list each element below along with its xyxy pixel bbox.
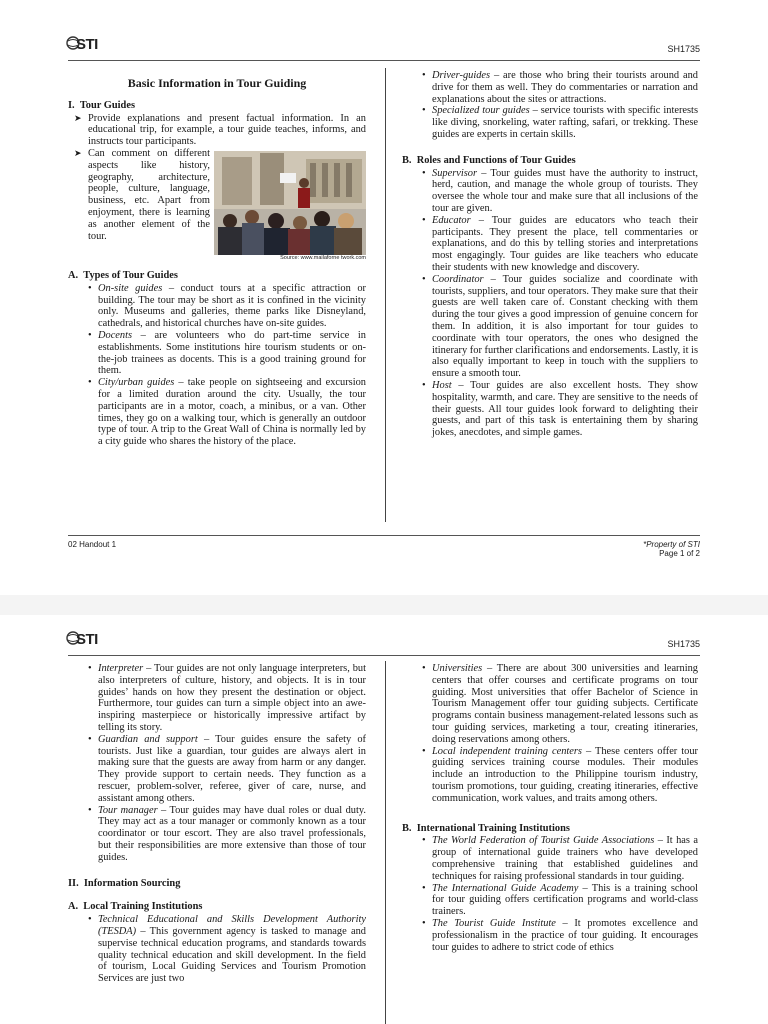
- list-item: • The World Federation of Tourist Guide Associations – It has a group of international guide trainers who have developed comprehensive training that established guidelines and techniques for raising professional standards in tour guiding.: [422, 835, 698, 882]
- column-divider: [385, 68, 386, 522]
- arrow-bullet-icon: ➤: [74, 112, 82, 123]
- right-column: [402, 663, 698, 953]
- property-note: *Property of STI: [643, 540, 700, 549]
- sti-logo: STI: [76, 631, 98, 648]
- list-item: • Supervisor – Tour guides must have the authority to instruct, herd, caution, and manage the whole group of tourists. They oversee the whole tour and make sure that all inclusions of the tour are given.: [422, 167, 698, 214]
- arrow-point: ➤ Provide explanations and present factual information. In an educational trip, for example, a tour guide teaches, informs, and instructs tour participants.: [74, 112, 366, 148]
- list-item: • On-site guides – conduct tours at a specific attraction or building. The tour may be short as it is confined in the vicinity only. Museums and galleries, theme parks like Disneyland, cathedrals, and historical churches have on-site guides.: [88, 282, 366, 330]
- local-institutions-list-continued: [402, 663, 698, 805]
- footer-right: [643, 540, 700, 558]
- list-item: • Host – Tour guides are also excellent hosts. They show hospitality, warmth, and care. They are sensitive to the needs of their guests. All tour guides look forward to delighting their guests, and part of this task is entertaining them by sharing jokes, anecdotes, and simple games.: [422, 379, 698, 439]
- page-gap: [0, 595, 768, 615]
- list-item: • Universities – There are about 300 universities and learning centers that offer courses and certificate programs on tour guiding. Most universities that offer Bachelor of Science in Tourism Management offer tour guiding subjects. Certificate programs contain business management-related lessons such as tour guiding services, marketing a tour, creating itineraries, doing reservations among others.: [422, 663, 698, 745]
- list-item: • Specialized tour guides – service tourists with specific interests like diving, snorkeling, water rafting, safari, or trekking. These guides are experts in certain skills.: [422, 105, 698, 140]
- list-item: • City/urban guides – take people on sightseeing and excursion for a limited duration around the city. Usually, the tour participants are in a motor, coach, a minibus, or a van. Other times, they go on a walking tour, which is generally an outdoor type of tour. A trip to the Great Wall of China is normally led by a city guide who shares the history of the place.: [88, 377, 366, 448]
- list-item: • Technical Educational and Skills Development Authority (TESDA) – This government agency is tasked to manage and supervise technical education programs, and standards towards quality technical education and skill development. In the field of tourism, Local Guiding Services and Tourism Promotion Services are just two: [88, 914, 366, 985]
- roles-list: [402, 168, 698, 439]
- arrow-point: ➤ Source: www.mailaforne twork.com Can comment on different aspects like history, geography, architecture, people, culture, language, business, etc. Apart from enjoyment, there is learning as another element of the tour.: [74, 147, 366, 261]
- types-list: [68, 283, 366, 448]
- list-item: • Coordinator – Tour guides socialize and coordinate with tourists, suppliers, and tour operators. They make sure that their guests are well taken care of. Constant checking with them during the tour gives a good impression of genuine concern for them. In addition, it is also important for tour guides to coordinate with tour operators, the ones who designed the itinerary for further clarifications and endorsements. Lastly, it is also equally important to keep in touch with the suppliers to ensure a smooth tour.: [422, 273, 698, 380]
- page-footer: [68, 535, 700, 558]
- photo-caption: Source: www.mailaforne twork.com: [280, 254, 366, 261]
- list-item: • Local independent training centers – These centers offer tour guiding services training course modules. Their modules include an introduction to the Philippine tourism industry, tourism promotions, tour guiding, creating itineraries, effective communication, work values, and traits among others.: [422, 745, 699, 804]
- right-column: [402, 70, 698, 439]
- left-column: [68, 663, 366, 985]
- page-header: [68, 629, 700, 656]
- sti-logo: STI: [76, 36, 98, 53]
- subsection-heading: A. Local Training Institutions: [68, 901, 203, 913]
- section-heading: II. Information Sourcing: [68, 877, 181, 889]
- document-page-2: [0, 615, 768, 1024]
- doc-code: SH1735: [667, 639, 700, 649]
- list-item: • Tour manager – Tour guides may have dual roles or dual duty. They may act as a tour manager or commonly known as a tour coordinator or tour escort. They are also travel professionals, but their responsibilities are more extensive than those of tour guides.: [88, 804, 366, 863]
- list-item: • Interpreter – Tour guides are not only language interpreters, but also interpreters of culture, history, and objects. It is in tour guides’ hands on how they present the destination or object. Furthermore, tour guides can turn a simple object into an awe-inspiring masterpiece or historically impressive artifact by telling its story.: [88, 663, 366, 733]
- list-item: • The International Guide Academy – This is a training school for tour guiding offers certification programs and world-class trainers.: [422, 882, 698, 918]
- section-heading: I. Tour Guides: [68, 99, 135, 111]
- left-column: [68, 70, 366, 448]
- list-item: • The Tourist Guide Institute – It promotes excellence and professionalism in the practice of tour guiding. It encourages tour guides to adhere to strict code of ethics: [422, 917, 698, 953]
- international-institutions-list: [402, 835, 698, 953]
- list-item: • Driver-guides – are those who bring their tourists around and drive for them as well. They do commentaries or narration and explanations about the sites or attractions.: [422, 70, 698, 105]
- types-list-continued: [402, 70, 698, 141]
- tour-photo: [214, 151, 366, 262]
- roles-list-continued: [68, 663, 366, 864]
- handout-label: 02 Handout 1: [68, 540, 117, 549]
- arrow-bullet-icon: ➤: [74, 147, 82, 158]
- page-number: Page 1 of 2: [659, 549, 700, 558]
- local-institutions-list: [68, 914, 366, 985]
- tour-group-image: [214, 151, 366, 255]
- column-divider: [385, 661, 386, 1024]
- subsection-heading: A. Types of Tour Guides: [68, 269, 178, 281]
- document-title: Basic Information in Tour Guiding: [127, 76, 307, 90]
- list-item: • Docents – are volunteers who do part-time service in establishments. Some institutions hire tourism students or on-the-job trainees as docents. This is a good training ground for them.: [88, 329, 366, 377]
- doc-code: SH1735: [667, 44, 700, 54]
- subsection-heading: B. International Training Institutions: [402, 822, 570, 834]
- list-item: • Educator – Tour guides are educators who teach their participants. They present the place, tell commentaries or explanations, and do this by telling stories and interpretations most engagingly. Tour guides are like teachers who educate their students with new knowledge and discovery.: [422, 214, 698, 273]
- list-item: • Guardian and support – Tour guides ensure the safety of tourists. Just like a guardian, tour guides are always alert in making sure that the guests are away from harm or any danger. They provide support to certain needs. They function as a rescuer, problem-solver, referee, giver of care, nurse, and assistant among others.: [88, 733, 367, 804]
- subsection-heading: B. Roles and Functions of Tour Guides: [402, 154, 576, 166]
- page-header: [68, 34, 700, 61]
